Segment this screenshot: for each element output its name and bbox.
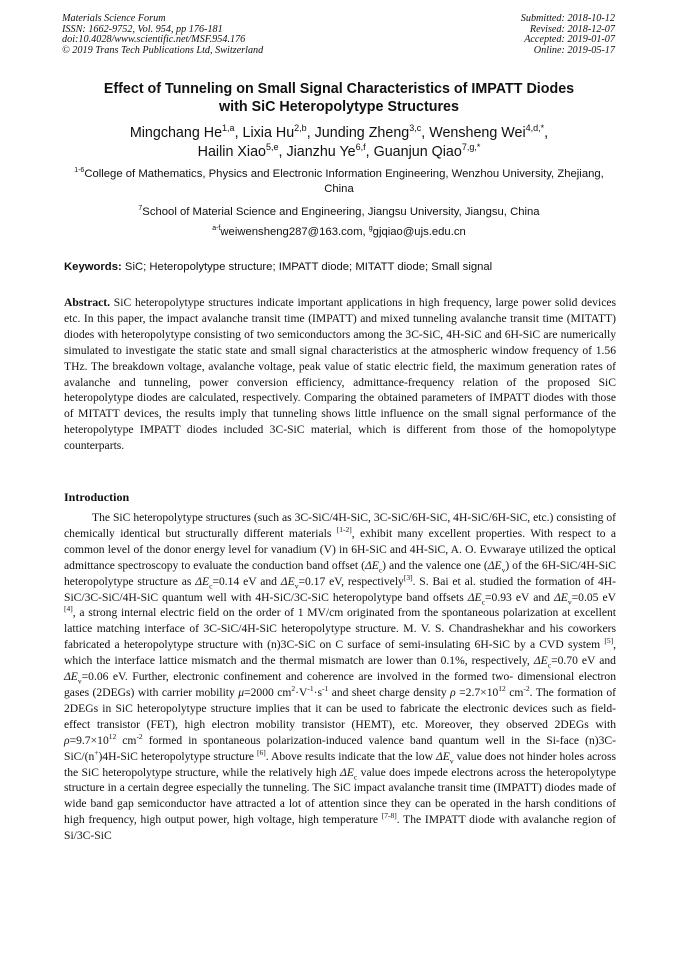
doi: doi:10.4028/www.scientific.net/MSF.954.176 <box>62 34 246 46</box>
exponent: + <box>94 747 99 757</box>
email-link[interactable]: gjqiao@ujs.edu.cn <box>372 226 466 238</box>
intro-text: =2000 cm <box>244 685 292 699</box>
symbol: ΔE <box>195 574 210 588</box>
author-line-1: Mingchang He$^{1,a}$, Lixia Hu$^{2,b}$, Junding Zheng$^{3,c}$, Wensheng Wei$^{4,d,*}$, <box>129 123 549 141</box>
intro-text: formed in spontaneous polarization-induced valence band quantum well in the Si-face (n)3C-SiC/(n <box>64 733 617 763</box>
symbol: ΔE <box>340 765 354 779</box>
intro-text: , a strong internal electric field on the order of 1 MV/cm originated from the spontaneous polarization at excellent lattice matching interface of 3C-SiC/4H-SiC heteropolytype structure. M. V. S. Chandrashekhar and his coworkers fabricated a heteropolytype structure with (n)3C-SiC on C surface of semi-insulating 6H-SiC by a CVD system <box>64 606 616 652</box>
symbol: ρ <box>450 685 456 699</box>
intro-text: =0.06 eV. Further, electronic confinement and coherence are involved in the formed two- dimensional electron gases (2DEGs) with carrier mobility <box>64 670 616 699</box>
author-name: Junding Zheng <box>314 125 410 141</box>
intro-text: , exhibit many excellent properties. With respect to a common level of the donor energy level for vanadium (V) in 6H-SiC and 4H-SiC, A. O. Evwaraye utilized the optical admittance spectroscopy to evaluate the conduction band offset ( <box>64 526 617 572</box>
affiliation-text: College of Mathematics, Physics and Electronic Information Engineering, Wenzhou University, Zhejiang, China <box>84 168 604 195</box>
exponent: -2 <box>136 731 143 741</box>
intro-text: value does impede electrons across the heteropolytype structure in a certain degree especially the tunneling. The SiC impact avalanche transit time (IMPATT) diodes made of wide band gap semiconductor have attracted a lot of attention since they can be operated in the harsh conditions of high frequency, high output power, high voltage, high temperature <box>64 765 617 827</box>
symbol: ΔE <box>487 558 502 572</box>
intro-paragraph <box>64 510 616 844</box>
author-sup: 7,g,* <box>461 142 481 153</box>
intro-text: cm <box>116 733 137 747</box>
copyright: © 2019 Trans Tech Publications Ltd, Switzerland <box>62 44 264 56</box>
intro-text: )4H-SiC heteropolytype structure <box>98 749 257 763</box>
symbol: ΔE <box>64 670 78 684</box>
exponent: 12 <box>108 731 117 741</box>
citation: [7-8] <box>381 811 397 821</box>
symbol: ρ <box>64 733 70 747</box>
symbol: ΔE <box>280 574 295 588</box>
symbol: ΔE <box>467 590 482 604</box>
affiliation-sup: 1-6 <box>74 167 85 175</box>
affiliation-sup: 7 <box>138 205 143 213</box>
submitted-date: Submitted: 2018-10-12 <box>520 13 615 24</box>
keywords <box>64 260 616 275</box>
author-name: Lixia Hu <box>242 125 295 141</box>
journal-header-right <box>521 14 615 56</box>
intro-text: . The IMPATT diode with avalanche region of Si/3C-SiC <box>64 813 616 843</box>
symbol: μ <box>238 685 245 699</box>
symbol-sub: c <box>378 565 383 575</box>
symbol: ΔE <box>553 590 568 604</box>
symbol-sub: v <box>77 676 82 686</box>
symbol-sub: c <box>547 660 552 670</box>
abstract-label: Abstract. <box>64 296 111 309</box>
exponent: 2 <box>291 684 296 694</box>
intro-text: =0.14 eV and <box>212 574 281 588</box>
author-sup: 5,e <box>265 142 279 153</box>
symbol-sub: c <box>353 771 358 781</box>
symbol-sub: c <box>209 580 213 590</box>
email-line <box>60 225 618 240</box>
intro-text: ) of the 6H-SiC/4H-SiC heteropolytype structure as <box>64 558 616 588</box>
revised-date: Revised: 2018-12-07 <box>529 23 615 35</box>
title-line-1: Effect of Tunneling on Small Signal Characteristics of IMPATT Diodes <box>103 81 575 97</box>
intro-text: =9.7×10 <box>69 733 109 747</box>
intro-text: ·V <box>295 685 308 699</box>
journal-name: Materials Science Forum <box>62 13 166 24</box>
citation: [5] <box>604 636 614 646</box>
paper-title <box>40 80 638 116</box>
author-sup: 1,a <box>222 123 235 134</box>
intro-text: =0.05 eV <box>571 590 617 604</box>
author-name: Mingchang He <box>129 125 223 141</box>
intro-text: cm <box>505 685 524 699</box>
intro-text: =0.93 eV and <box>484 590 554 604</box>
author-sup: 3,c <box>409 123 422 134</box>
email-sup: g <box>368 225 373 233</box>
symbol-sub: v <box>294 580 299 590</box>
intro-text: The SiC heteropolytype structures (such as 3C-SiC/4H-SiC, 3C-SiC/6H-SiC, 4H-SiC/6H-SiC, etc.) consisting of chemically identical but structurally different materials <box>64 511 616 540</box>
symbol: ΔE <box>435 749 450 763</box>
journal-header-left <box>62 14 263 56</box>
issn-volume: ISSN: 1662-9752, Vol. 954, pp 176-181 <box>62 23 223 35</box>
online-date: Online: 2019-05-17 <box>533 44 615 56</box>
symbol: ΔE <box>533 654 548 668</box>
intro-text: =0.70 eV and <box>551 654 616 668</box>
exponent: -2 <box>523 684 530 694</box>
email-sup: a-f <box>212 225 221 233</box>
intro-text: ) and the valence one ( <box>382 558 488 572</box>
keywords-label: Keywords: <box>64 261 122 273</box>
exponent: -1 <box>307 684 314 694</box>
intro-text: . Above results indicate that the low <box>265 749 436 763</box>
intro-text: =2.7×10 <box>455 685 499 699</box>
symbol-sub: v <box>567 596 572 606</box>
introduction-body <box>64 510 616 844</box>
symbol: ΔE <box>364 558 379 572</box>
citation: [1-2] <box>336 525 352 535</box>
citation: [4] <box>64 604 73 614</box>
author-name: Wensheng Wei <box>429 125 526 141</box>
author-line-2: Hailin Xiao$^{5,e}$, Jianzhu Ye$^{6,f}$, Guanjun Qiao$^{7,g,*}$ <box>197 142 481 160</box>
intro-text: value does not hinder holes across the SiC heteropolytype structure, while the relatively high <box>64 749 616 779</box>
author-list <box>40 124 638 162</box>
author-sup: 4,d,* <box>525 123 545 134</box>
affiliation-text: School of Material Science and Engineering, Jiangsu University, Jiangsu, China <box>142 206 540 218</box>
symbol-sub: v <box>449 755 454 765</box>
symbol-sub: c <box>481 596 485 606</box>
email-link[interactable]: weiwensheng287@163.com, <box>220 226 366 238</box>
accepted-date: Accepted: 2019-01-07 <box>524 34 615 46</box>
affiliation-1 <box>60 167 618 197</box>
author-name: Jianzhu Ye <box>286 144 356 160</box>
citation: [6] <box>256 747 266 757</box>
keywords-text: SiC; Heteropolytype structure; IMPATT diode; MITATT diode; Small signal <box>121 261 493 273</box>
section-heading-introduction: Introduction <box>64 490 130 504</box>
author-name: Guanjun Qiao <box>373 144 462 160</box>
author-sup: 6,f <box>355 142 366 153</box>
intro-text: . S. Bai et al. studied the formation of 4H-SiC/3C-SiC/4H-SiC quantum well with 4H-SiC/3C-SiC heteropolytype band offsets <box>64 574 616 604</box>
title-line-2: with SiC Heteropolytype Structures <box>219 99 459 115</box>
author-sup: 2,b <box>294 123 307 134</box>
intro-text: , which the interface lattice mismatch and the thermal mismatch are lower than 0.1%, respectively, <box>64 638 616 668</box>
intro-text: ·s <box>313 685 323 699</box>
exponent: -1 <box>322 684 329 694</box>
citation: [3] <box>403 572 413 582</box>
intro-text: =0.17 eV, respectively <box>298 574 404 588</box>
intro-text: and sheet charge density <box>328 685 451 699</box>
author-name: Hailin Xiao <box>197 144 266 160</box>
exponent: 12 <box>498 684 506 694</box>
abstract-text: SiC heteropolytype structures indicate important applications in high frequency, large power solid devices etc. In this paper, the impact avalanche transit time (IMPATT) and mixed tunneling avalanche transit time (MITATT) diodes with heteropolytype consisting of two semiconductors among the 3C-SiC, 4H-SiC and 6H-SiC are numerically simulated to investigate the static state and small signal characteristics at the atmospheric window frequency of 1.56 THz. The breakdown voltage, avalanche voltage, peak value of static electric field, the maximum generation rates of avalanche and tunneling, power conversion efficiency, admittance-frequency relation of the proposed SiC heteropolytype diodes are calculated, respectively. Comparing the obtained parameters of IMPATT diodes with those of MITATT devices, the results imply that tunneling shows little influence on the small signal performance of the heteropolytype IMPATT diodes included 3C-SiC material, which is different from those of the homopolytype counterparts. <box>64 296 616 453</box>
intro-text: . The formation of 2DEGs in SiC heteropolytype structure implies that it can be used to fabricate the electronic devices such as field-effect transistor (FET), high electron mobility transistor (HEMT), etc. Moreover, they observed 2DEGs with <box>64 685 617 731</box>
abstract <box>64 295 616 454</box>
affiliation-2 <box>60 205 618 220</box>
symbol-sub: v <box>501 565 506 575</box>
